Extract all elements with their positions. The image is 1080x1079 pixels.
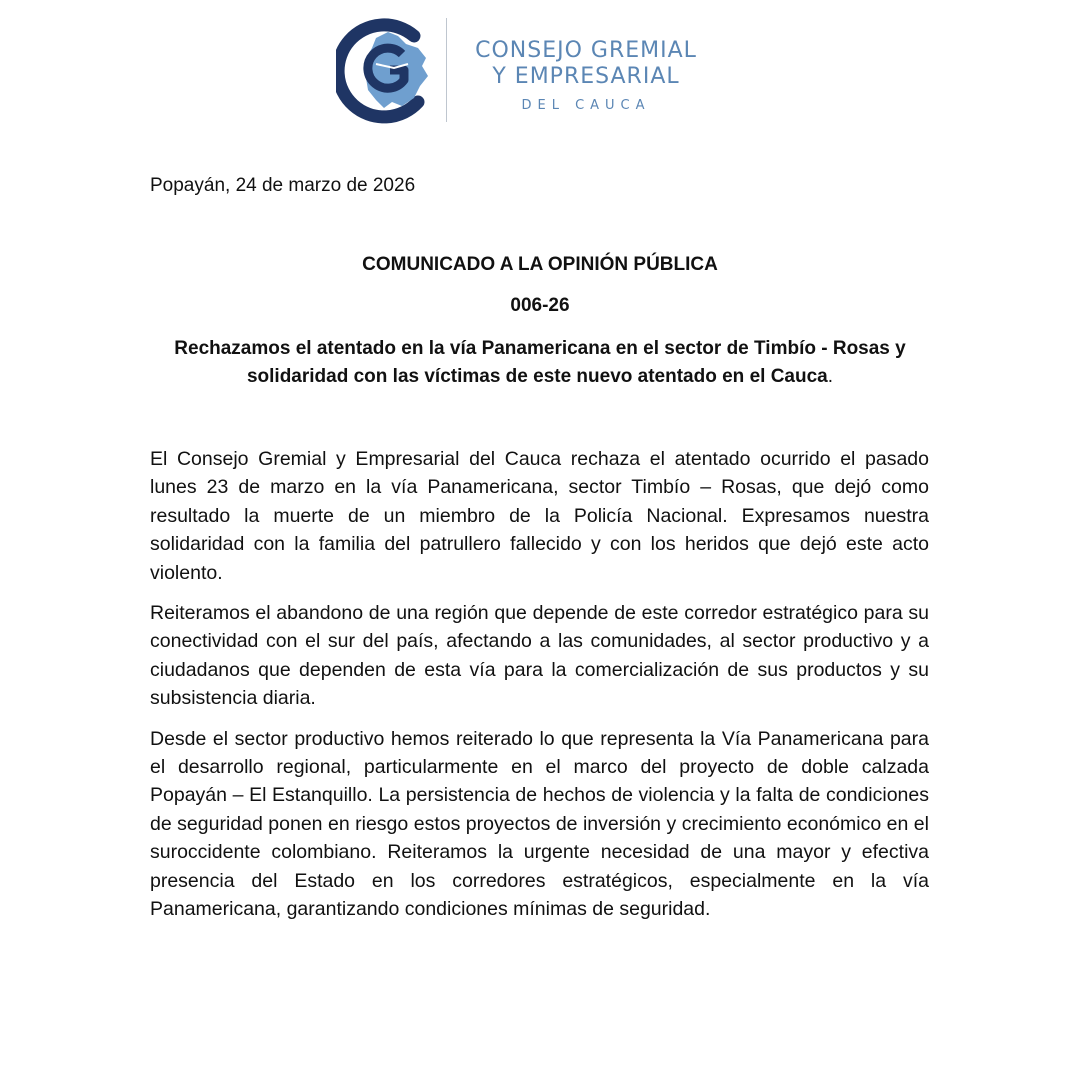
logo-text-line2: Y EMPRESARIAL <box>492 64 680 89</box>
body-paragraph: Desde el sector productivo hemos reiterado lo que representa la Vía Panamericana para el desarrollo regional, particularmente en el marco del proyecto de doble calzada Popayán – El Estanquillo. La persistencia de hechos de violencia y la falta de condiciones de seguridad ponen en riesgo estos proyectos de inversión y crecimiento económico en el suroccidente colombiano. Reiteramos la urgente necesidad de una mayor y efectiva presencia del Estado en los corredores estratégicos, especialmente en la vía Panamericana, garantizando condiciones mínimas de seguridad. <box>150 727 929 921</box>
document-number: 006-26 <box>510 295 570 316</box>
headline-text: Rechazamos el atentado en la vía Panamericana en el sector de Timbío - Rosas y solidaridad con las víctimas de este nuevo atentado en el Cauca <box>174 338 906 387</box>
logo-text-line1: CONSEJO GREMIAL <box>475 38 697 63</box>
headline-period: . <box>827 366 834 387</box>
document-title: COMUNICADO A LA OPINIÓN PÚBLICA <box>362 254 718 275</box>
logo-divider <box>446 18 447 122</box>
body-paragraph: Reiteramos el abandono de una región que depende de este corredor estratégico para su conectividad con el sur del país, afectando a las comunidades, al sector productivo y a ciudadanos que dependen de esta vía para la comercialización de sus productos y su subsistencia diaria. <box>150 602 929 710</box>
organization-logo <box>336 14 716 124</box>
document-date: Popayán, 24 de marzo de 2026 <box>150 175 416 196</box>
logo-text-line3: DEL CAUCA <box>521 98 651 113</box>
document-body <box>150 445 929 936</box>
document-headline <box>150 335 930 391</box>
body-paragraph: El Consejo Gremial y Empresarial del Cauca rechaza el atentado ocurrido el pasado lunes 23 de marzo en la vía Panamericana, sector Timbío – Rosas, que dejó como resultado la muerte de un miembro de la Policía Nacional. Expresamos nuestra solidaridad con la familia del patrullero fallecido y con los heridos que dejó este acto violento. <box>150 448 929 584</box>
cauca-map-logo-icon <box>336 14 436 124</box>
logo-wordmark <box>456 38 716 114</box>
